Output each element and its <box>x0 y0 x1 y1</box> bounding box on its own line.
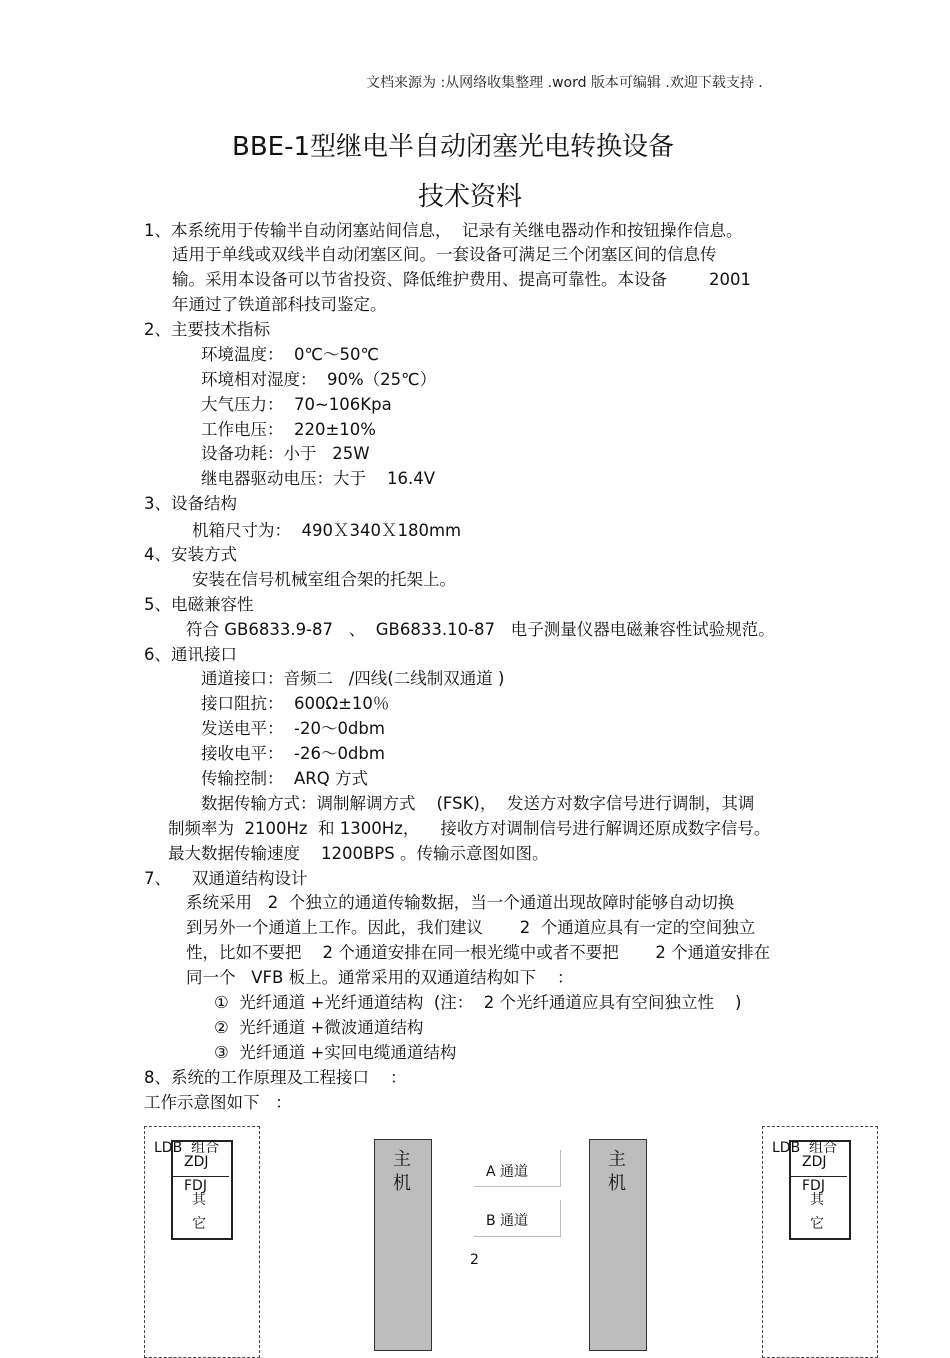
left-zdj-label: ZDJ <box>184 1154 209 1170</box>
divider <box>173 1176 229 1177</box>
section-heading: 4、安装方式 <box>144 545 237 564</box>
body-line: 最大数据传输速度 1200BPS 。传输示意图如图。 <box>168 844 549 863</box>
right-zdj-label: ZDJ <box>802 1154 827 1170</box>
body-line: 适用于单线或双线半自动闭塞区间。一套设备可满足三个闭塞区间的信息传 <box>172 245 717 264</box>
page-header: 文档来源为 :从网络收集整理 .word 版本可编辑 .欢迎下载支持 . <box>366 75 763 91</box>
list-item: ② 光纤通道 +微波通道结构 <box>214 1018 424 1037</box>
left-other-label: 其它 <box>192 1192 206 1232</box>
section-heading: 8、系统的工作原理及工程接口 ： <box>144 1068 407 1087</box>
section-heading: 6、通讯接口 <box>144 645 237 664</box>
list-item: ① 光纤通道 +光纤通道结构 (注： 2 个光纤通道应具有空间独立性 ) <box>214 993 742 1012</box>
body-line: 到另外一个通道上工作。因此，我们建议 2 个通道应具有一定的空间独立 <box>186 918 756 937</box>
channel-a-label: A 通道 <box>486 1164 529 1180</box>
diagram-number: 2 <box>470 1252 479 1268</box>
section-heading: 7、 双通道结构设计 <box>144 869 308 888</box>
body-line: 输。采用本设备可以节省投资、降低维护费用、提高可靠性。本设备 2001 <box>172 270 751 289</box>
body-line: 安装在信号机械室组合架的托架上。 <box>192 570 456 589</box>
section-heading: 5、电磁兼容性 <box>144 595 254 614</box>
spec-item: 继电器驱动电压：大于 16.4V <box>201 469 436 488</box>
body-line: 数据传输方式：调制解调方式 (FSK)， 发送方对数字信号进行调制，其调 <box>201 794 755 813</box>
body-line: 1、本系统用于传输半自动闭塞站间信息， 记录有关继电器动作和按钮操作信息。 <box>144 221 743 240</box>
right-host-label: 主机 <box>608 1149 626 1194</box>
spec-item: 发送电平： -20～0dbm <box>201 719 385 738</box>
spec-item: 传输控制： ARQ 方式 <box>201 769 368 788</box>
divider <box>791 1176 847 1177</box>
body-line: 符合 GB6833.9-87 、 GB6833.10-87 电子测量仪器电磁兼容性试验规范。 <box>186 620 775 639</box>
spec-item: 通道接口：音频二 /四线(二线制双通道 ) <box>201 669 505 688</box>
spec-item: 大气压力： 70~106Kpa <box>201 395 392 414</box>
body-line: 性，比如不要把 2 个通道安排在同一根光缆中或者不要把 2 个通道安排在 <box>186 943 771 962</box>
right-fdj-label: FDJ <box>802 1178 825 1194</box>
document-subtitle: 技术资料 <box>418 182 523 212</box>
body-line: 制频率为 2100Hz 和 1300Hz， 接收方对调制信号进行解调还原成数字信号。 <box>168 819 771 838</box>
spec-item: 环境温度： 0℃～50℃ <box>201 345 380 364</box>
right-other-label: 其它 <box>810 1192 824 1232</box>
left-host-label: 主机 <box>393 1149 411 1194</box>
body-line: 年通过了铁道部科技司鉴定。 <box>172 295 387 314</box>
channel-b-label: B 通道 <box>486 1213 529 1229</box>
spec-item: 接口阻抗： 600Ω±10％ <box>201 694 390 713</box>
section-heading: 2、主要技术指标 <box>144 320 270 339</box>
left-fdj-label: FDJ <box>184 1178 207 1194</box>
body-line: 系统采用 2 个独立的通道传输数据，当一个通道出现故障时能够自动切换 <box>186 893 735 912</box>
document-title: BBE-1型继电半自动闭塞光电转换设备 <box>232 132 675 162</box>
left-group-label: LDB 组合 <box>154 1140 220 1156</box>
body-line: 同一个 VFB 板上。通常采用的双通道结构如下 ： <box>186 968 574 987</box>
spec-item: 接收电平： -26～0dbm <box>201 744 385 763</box>
body-line: 工作示意图如下 ： <box>144 1093 292 1112</box>
list-item: ③ 光纤通道 +实回电缆通道结构 <box>214 1043 457 1062</box>
spec-item: 机箱尺寸为： 490Ｘ340Ｘ180mm <box>192 521 462 540</box>
spec-item: 环境相对湿度： 90%（25℃） <box>201 370 437 389</box>
spec-item: 工作电压： 220±10% <box>201 420 376 439</box>
section-heading: 3、设备结构 <box>144 494 237 513</box>
right-group-label: LDB 组合 <box>772 1140 838 1156</box>
spec-item: 设备功耗：小于 25W <box>201 444 370 463</box>
